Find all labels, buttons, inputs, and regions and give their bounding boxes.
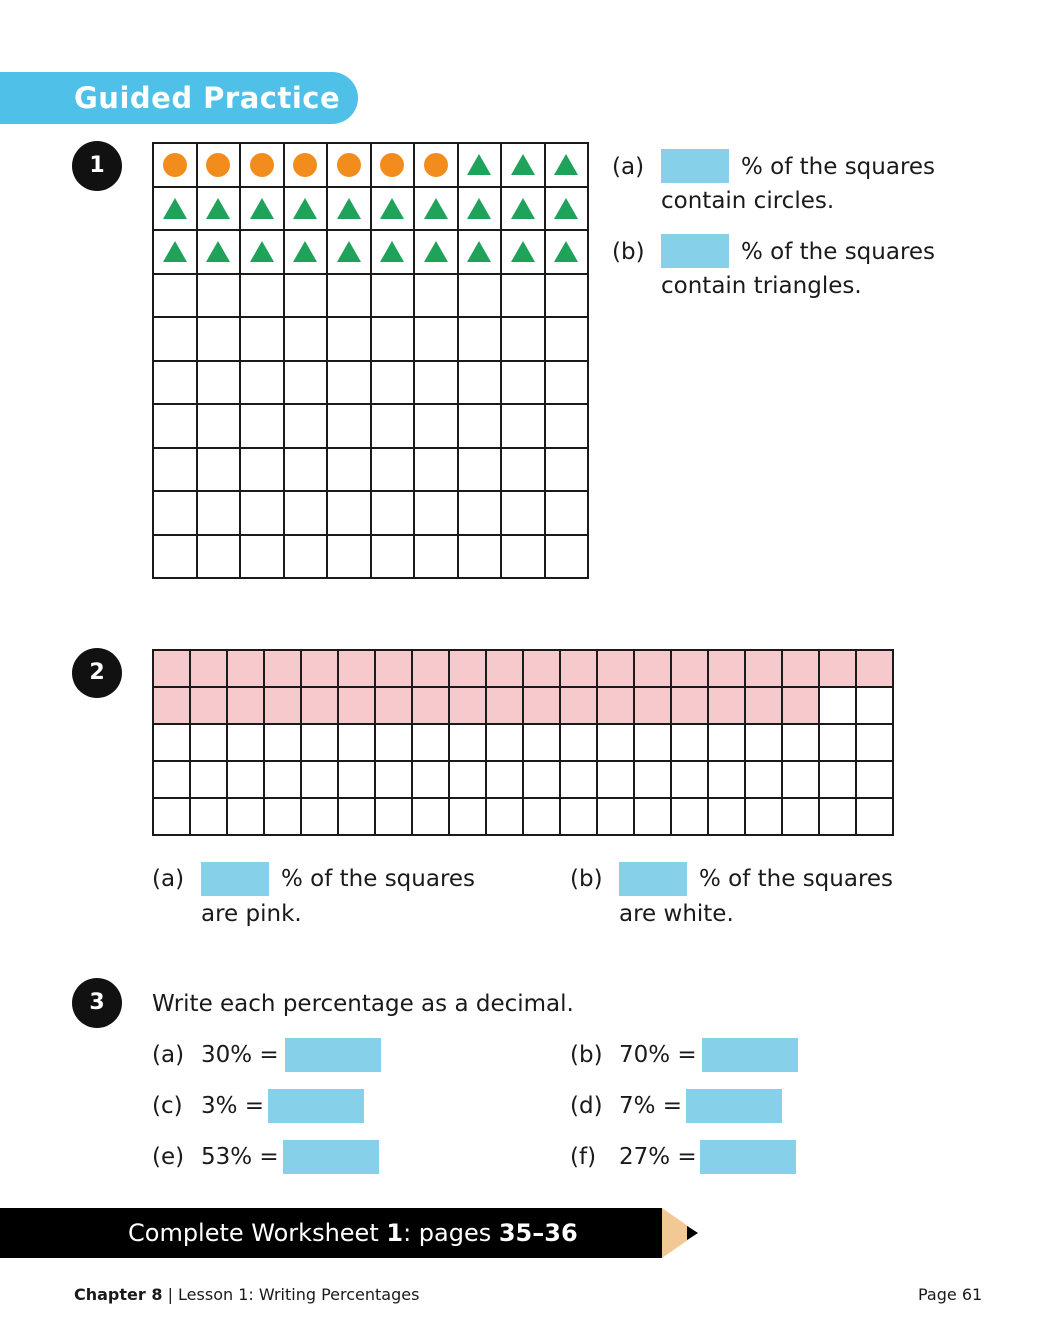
white-cell: [301, 724, 338, 761]
pink-cell: [301, 650, 338, 687]
grid-cell: [545, 448, 589, 492]
white-cell: [190, 724, 227, 761]
grid-cell: [197, 404, 241, 448]
white-cell: [708, 724, 745, 761]
white-cell: [819, 761, 856, 798]
grid-cell: [545, 187, 589, 231]
grid-cell: [327, 535, 371, 579]
grid-cell: [327, 317, 371, 361]
grid-cell: [197, 361, 241, 405]
grid-cell: [458, 404, 502, 448]
grid-cell: [240, 187, 284, 231]
triangle-icon: [250, 198, 274, 219]
q1b-answer-box[interactable]: [661, 234, 729, 268]
grid-cell: [501, 143, 545, 187]
pink-cell: [153, 650, 190, 687]
white-cell: [819, 687, 856, 724]
grid-cell: [458, 187, 502, 231]
pink-cell: [560, 687, 597, 724]
grid-cell: [240, 274, 284, 318]
circle-icon: [250, 153, 274, 177]
q3a-answer-box[interactable]: [285, 1038, 381, 1072]
white-cell: [449, 798, 486, 835]
grid-cell: [545, 404, 589, 448]
triangle-icon: [380, 198, 404, 219]
grid-cell: [371, 317, 415, 361]
pink-cell: [190, 687, 227, 724]
grid-cell: [197, 274, 241, 318]
white-cell: [338, 761, 375, 798]
q1a-answer-box[interactable]: [661, 149, 729, 183]
grid-cell: [371, 187, 415, 231]
white-cell: [745, 724, 782, 761]
grid-cell: [284, 404, 328, 448]
grid-cell: [501, 230, 545, 274]
white-cell: [375, 761, 412, 798]
grid-cell: [501, 491, 545, 535]
grid-cell: [545, 361, 589, 405]
white-cell: [523, 761, 560, 798]
white-cell: [486, 724, 523, 761]
grid-cell: [153, 404, 197, 448]
white-cell: [227, 724, 264, 761]
white-cell: [301, 761, 338, 798]
pink-cell: [227, 650, 264, 687]
grid-cell: [501, 404, 545, 448]
grid-cell: [458, 274, 502, 318]
white-cell: [264, 724, 301, 761]
grid-cell: [414, 274, 458, 318]
worksheet-prefix: Complete Worksheet: [128, 1219, 387, 1247]
grid-cell: [153, 535, 197, 579]
grid-cell: [371, 448, 415, 492]
q3e-answer-box[interactable]: [283, 1140, 379, 1174]
white-cell: [449, 724, 486, 761]
q3f-expression: 27% =: [619, 1144, 697, 1170]
white-cell: [523, 724, 560, 761]
white-cell: [227, 798, 264, 835]
grid-cell: [240, 361, 284, 405]
q2b-answer-box[interactable]: [619, 862, 687, 896]
q1a-text-line1: % of the squares: [741, 154, 936, 180]
white-cell: [190, 798, 227, 835]
pink-cell: [486, 687, 523, 724]
grid-cell: [414, 491, 458, 535]
triangle-icon: [554, 241, 578, 262]
pink-cell: [819, 650, 856, 687]
section-title: Guided Practice: [0, 72, 358, 124]
pink-cell: [375, 687, 412, 724]
pink-cell: [227, 687, 264, 724]
grid-cell: [327, 187, 371, 231]
triangle-icon: [511, 198, 535, 219]
q3-instruction: Write each percentage as a decimal.: [152, 991, 574, 1017]
white-cell: [153, 798, 190, 835]
pink-cell: [597, 650, 634, 687]
grid-cell: [240, 230, 284, 274]
triangle-icon: [467, 241, 491, 262]
grid-cell: [458, 535, 502, 579]
grid-cell: [153, 361, 197, 405]
grid-cell: [284, 274, 328, 318]
triangle-icon: [163, 241, 187, 262]
pink-cell: [708, 650, 745, 687]
pink-cell: [338, 687, 375, 724]
pink-cell: [449, 687, 486, 724]
grid-cell: [545, 230, 589, 274]
white-cell: [227, 761, 264, 798]
triangle-icon: [206, 198, 230, 219]
grid-cell: [414, 535, 458, 579]
white-cell: [190, 761, 227, 798]
white-cell: [153, 724, 190, 761]
grid-cell: [414, 143, 458, 187]
grid-cell: [458, 491, 502, 535]
worksheet-banner: [0, 1208, 662, 1258]
white-cell: [264, 761, 301, 798]
grid-cell: [284, 448, 328, 492]
white-cell: [560, 724, 597, 761]
q2a-text-line2: are pink.: [201, 901, 302, 927]
triangle-icon: [337, 241, 361, 262]
white-cell: [634, 798, 671, 835]
grid-cell: [545, 491, 589, 535]
q3d-answer-box[interactable]: [686, 1089, 782, 1123]
triangle-icon: [163, 198, 187, 219]
pink-cell: [412, 687, 449, 724]
white-cell: [745, 798, 782, 835]
grid-cell: [153, 143, 197, 187]
pink-cell: [264, 650, 301, 687]
triangle-icon: [511, 154, 535, 175]
white-cell: [153, 761, 190, 798]
q2b-text-line2: are white.: [619, 901, 734, 927]
pink-cell: [301, 687, 338, 724]
pink-cell: [856, 650, 893, 687]
white-cell: [819, 798, 856, 835]
q1b-label: (b): [612, 239, 645, 265]
grid-cell: [153, 230, 197, 274]
white-cell: [671, 761, 708, 798]
white-cell: [264, 798, 301, 835]
pencil-lead-icon: [687, 1226, 698, 1240]
grid-cell: [240, 317, 284, 361]
white-cell: [745, 761, 782, 798]
circle-icon: [337, 153, 361, 177]
white-cell: [338, 724, 375, 761]
grid-cell: [414, 187, 458, 231]
circle-icon: [380, 153, 404, 177]
grid-cell: [327, 143, 371, 187]
pink-cell: [412, 650, 449, 687]
q3b-expression: 70% =: [619, 1042, 697, 1068]
q3c-label: (c): [152, 1093, 183, 1119]
triangle-icon: [554, 154, 578, 175]
white-cell: [597, 798, 634, 835]
white-cell: [597, 761, 634, 798]
grid-cell: [240, 404, 284, 448]
grid-cell: [458, 230, 502, 274]
white-cell: [708, 798, 745, 835]
triangle-icon: [337, 198, 361, 219]
q3a-label: (a): [152, 1042, 185, 1068]
pink-cell: [671, 687, 708, 724]
grid-cell: [284, 187, 328, 231]
question-number-1: 1: [72, 141, 122, 191]
grid-cell: [545, 535, 589, 579]
grid-cell: [284, 143, 328, 187]
grid-cell: [501, 187, 545, 231]
q3b-answer-box[interactable]: [702, 1038, 798, 1072]
q2a-answer-box[interactable]: [201, 862, 269, 896]
grid-cell: [284, 361, 328, 405]
triangle-icon: [293, 241, 317, 262]
q1a-text-line2: contain circles.: [661, 188, 835, 214]
white-cell: [708, 761, 745, 798]
pink-cell: [745, 650, 782, 687]
triangle-icon: [293, 198, 317, 219]
white-cell: [782, 761, 819, 798]
triangle-icon: [424, 198, 448, 219]
white-cell: [560, 798, 597, 835]
white-cell: [560, 761, 597, 798]
question-number-2: 2: [72, 648, 122, 698]
hundred-grid-pink: [152, 649, 894, 836]
grid-cell: [414, 361, 458, 405]
grid-cell: [197, 187, 241, 231]
pink-cell: [597, 687, 634, 724]
white-cell: [856, 761, 893, 798]
grid-cell: [153, 187, 197, 231]
circle-icon: [424, 153, 448, 177]
white-cell: [856, 798, 893, 835]
pink-cell: [190, 650, 227, 687]
white-cell: [782, 724, 819, 761]
q3d-expression: 7% =: [619, 1093, 683, 1119]
q3c-expression: 3% =: [201, 1093, 265, 1119]
grid-cell: [458, 143, 502, 187]
pink-cell: [671, 650, 708, 687]
white-cell: [856, 687, 893, 724]
triangle-icon: [206, 241, 230, 262]
hundred-grid-shapes: [152, 142, 589, 579]
white-cell: [597, 724, 634, 761]
grid-cell: [501, 274, 545, 318]
grid-cell: [240, 143, 284, 187]
grid-cell: [414, 230, 458, 274]
grid-cell: [458, 448, 502, 492]
q2b-label: (b): [570, 866, 603, 892]
grid-cell: [371, 491, 415, 535]
grid-cell: [197, 230, 241, 274]
q3f-label: (f): [570, 1144, 597, 1170]
grid-cell: [240, 491, 284, 535]
grid-cell: [501, 448, 545, 492]
pink-cell: [745, 687, 782, 724]
triangle-icon: [424, 241, 448, 262]
footer-chapter: Chapter 8: [74, 1285, 163, 1304]
white-cell: [375, 798, 412, 835]
triangle-icon: [380, 241, 404, 262]
grid-cell: [501, 535, 545, 579]
grid-cell: [240, 448, 284, 492]
footer-separator: |: [162, 1285, 179, 1304]
q3f-answer-box[interactable]: [700, 1140, 796, 1174]
grid-cell: [284, 230, 328, 274]
white-cell: [486, 761, 523, 798]
white-cell: [412, 761, 449, 798]
pink-cell: [264, 687, 301, 724]
pink-cell: [153, 687, 190, 724]
grid-cell: [371, 274, 415, 318]
q1b-text-line1: % of the squares: [741, 239, 936, 265]
grid-cell: [327, 230, 371, 274]
pink-cell: [782, 650, 819, 687]
pink-cell: [782, 687, 819, 724]
white-cell: [634, 761, 671, 798]
grid-cell: [371, 143, 415, 187]
pink-cell: [634, 650, 671, 687]
white-cell: [338, 798, 375, 835]
pink-cell: [449, 650, 486, 687]
pink-cell: [708, 687, 745, 724]
q2b-text-line1: % of the squares: [699, 866, 894, 892]
grid-cell: [371, 404, 415, 448]
grid-cell: [284, 317, 328, 361]
grid-cell: [153, 491, 197, 535]
white-cell: [782, 798, 819, 835]
white-cell: [671, 798, 708, 835]
grid-cell: [197, 448, 241, 492]
triangle-icon: [467, 154, 491, 175]
white-cell: [449, 761, 486, 798]
grid-cell: [153, 317, 197, 361]
footer-chapter-line: [74, 1284, 419, 1306]
grid-cell: [414, 404, 458, 448]
worksheet-pages: 35–36: [498, 1219, 578, 1247]
q3e-expression: 53% =: [201, 1144, 279, 1170]
q3b-label: (b): [570, 1042, 603, 1068]
grid-cell: [414, 317, 458, 361]
grid-cell: [197, 535, 241, 579]
grid-cell: [545, 143, 589, 187]
grid-cell: [327, 404, 371, 448]
white-cell: [412, 798, 449, 835]
circle-icon: [293, 153, 317, 177]
circle-icon: [163, 153, 187, 177]
triangle-icon: [554, 198, 578, 219]
pink-cell: [375, 650, 412, 687]
grid-cell: [284, 535, 328, 579]
grid-cell: [371, 361, 415, 405]
q1b-text-line2: contain triangles.: [661, 273, 862, 299]
pink-cell: [486, 650, 523, 687]
grid-cell: [327, 448, 371, 492]
white-cell: [301, 798, 338, 835]
white-cell: [634, 724, 671, 761]
q2a-text-line1: % of the squares: [281, 866, 476, 892]
white-cell: [486, 798, 523, 835]
grid-cell: [240, 535, 284, 579]
pink-cell: [523, 650, 560, 687]
white-cell: [819, 724, 856, 761]
q3a-expression: 30% =: [201, 1042, 279, 1068]
pink-cell: [560, 650, 597, 687]
grid-cell: [197, 491, 241, 535]
q3c-answer-box[interactable]: [268, 1089, 364, 1123]
white-cell: [412, 724, 449, 761]
q1a-label: (a): [612, 154, 645, 180]
grid-cell: [197, 317, 241, 361]
triangle-icon: [467, 198, 491, 219]
triangle-icon: [250, 241, 274, 262]
grid-cell: [501, 317, 545, 361]
pink-cell: [634, 687, 671, 724]
q3e-label: (e): [152, 1144, 185, 1170]
grid-cell: [153, 448, 197, 492]
grid-cell: [327, 274, 371, 318]
grid-cell: [327, 491, 371, 535]
worksheet-number: 1: [386, 1219, 404, 1247]
page-number: Page 61: [918, 1285, 983, 1304]
white-cell: [375, 724, 412, 761]
grid-cell: [284, 491, 328, 535]
grid-cell: [545, 317, 589, 361]
grid-cell: [371, 230, 415, 274]
white-cell: [671, 724, 708, 761]
triangle-icon: [511, 241, 535, 262]
grid-cell: [545, 274, 589, 318]
footer-lesson: Lesson 1: Writing Percentages: [178, 1285, 420, 1304]
worksheet-mid: : pages: [403, 1219, 499, 1247]
pink-cell: [523, 687, 560, 724]
grid-cell: [327, 361, 371, 405]
white-cell: [856, 724, 893, 761]
question-number-3: 3: [72, 978, 122, 1028]
q3d-label: (d): [570, 1093, 603, 1119]
grid-cell: [501, 361, 545, 405]
q2a-label: (a): [152, 866, 185, 892]
grid-cell: [371, 535, 415, 579]
grid-cell: [414, 448, 458, 492]
grid-cell: [458, 317, 502, 361]
grid-cell: [197, 143, 241, 187]
grid-cell: [458, 361, 502, 405]
circle-icon: [206, 153, 230, 177]
white-cell: [523, 798, 560, 835]
pink-cell: [338, 650, 375, 687]
grid-cell: [153, 274, 197, 318]
